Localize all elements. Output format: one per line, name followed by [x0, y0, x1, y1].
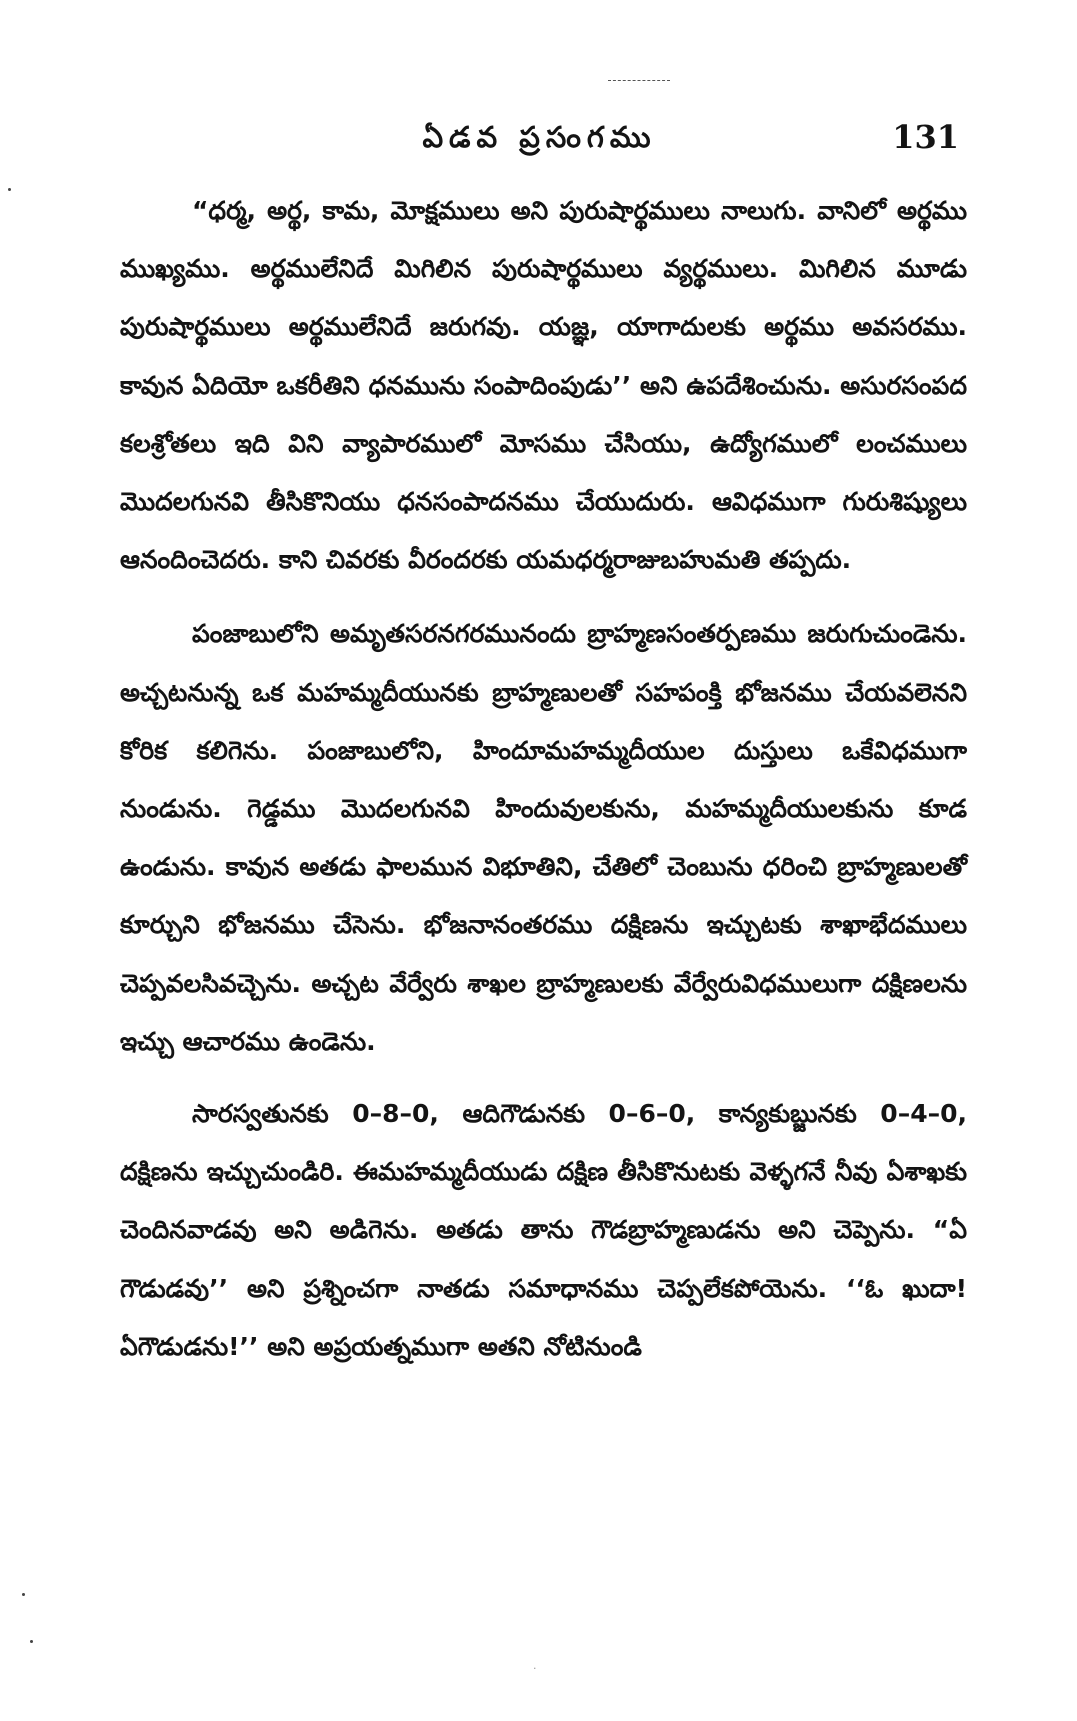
- paragraph-3: సారస్వతునకు 0–8–0, ఆదిగౌడునకు 0–6–0, కాన్యకుబ్జునకు 0–4–0, దక్షిణను ఇచ్చుచుండిరి. ఈమహమ్మదీయుడు దక్షిణ తీసికొనుటకు వెళ్ళగనే నీవు ఏశాఖకు చెందినవాడవు అని అడిగెను. అతడు తాను గౌడబ్రాహ్మణుడను అని చెప్పెను. “ఏ గౌడుడవు’’ అని ప్రశ్నించగా నాతడు సమాధానము చెప్పలేకపోయెను. ‘‘ఓ ఖుదా! ఏగౌడుడను!’’ అని అప్రయత్నముగా అతని నోటినుండి: [120, 1099, 967, 1361]
- paragraph-1: “ధర్మ, అర్థ, కామ, మోక్షములు అని పురుషార్థములు నాలుగు. వానిలో అర్థము ముఖ్యము. అర్థములేనిదే మిగిలిన పురుషార్థములు వ్యర్థములు. మిగిలిన మూడు పురుషార్థములు అర్థములేనిదే జరుగవు. యజ్ఞ, యాగాదులకు అర్థము అవసరము. కావున ఏదియో ఒకరీతిని ధనమును సంపాదింపుడు’’ అని ఉపదేశించును. అసురసంపద కలశ్రోతలు ఇది విని వ్యాపారములో మోసము చేసియు, ఉద్యోగములో లంచములు మొదలగునవి తీసికొనియు ధనసంపాదనము చేయుదురు. ఆవిధముగా గురుశిష్యులు ఆనందించెదరు. కాని చివరకు వీరందరకు యమధర్మరాజుబహుమతి తప్పదు.: [120, 196, 967, 575]
- scan-speck: [22, 1593, 25, 1596]
- running-title: ఏడవ ప్రసంగము: [422, 120, 657, 154]
- scan-speck: [8, 188, 11, 191]
- running-head: [120, 112, 959, 162]
- paragraph-2: పంజాబులోని అమృతసరనగరమునందు బ్రాహ్మణసంతర్పణము జరుగుచుండెను. అచ్చటనున్న ఒక మహమ్మదీయునకు బ్రాహ్మణులతో సహపంక్తి భోజనము చేయవలెనని కోరిక కలిగెను. పంజాబులోని, హిందూమహమ్మదీయుల దుస్తులు ఒకేవిధముగా నుండును. గెడ్డము మొదలగునవి హిందువులకును, మహమ్మదీయులకును కూడ ఉండును. కావున అతడు ఫాలమున విభూతిని, చేతిలో చెంబును ధరించి బ్రాహ్మణులతో కూర్చుని భోజనము చేసెను. భోజనానంతరము దక్షిణను ఇచ్చుటకు శాఖాభేదములు చెప్పవలసివచ్చెను. అచ్చట వేర్వేరు శాఖల బ్రాహ్మణులకు వేర్వేరువిధములుగా దక్షిణలను ఇచ్చు ఆచారము ఉండెను.: [120, 619, 967, 1056]
- scan-speck: [30, 1640, 33, 1643]
- scan-mark: ·: [533, 1662, 537, 1675]
- body-text: [120, 182, 967, 1376]
- page-number: 131: [892, 118, 959, 156]
- top-rule: [608, 80, 670, 81]
